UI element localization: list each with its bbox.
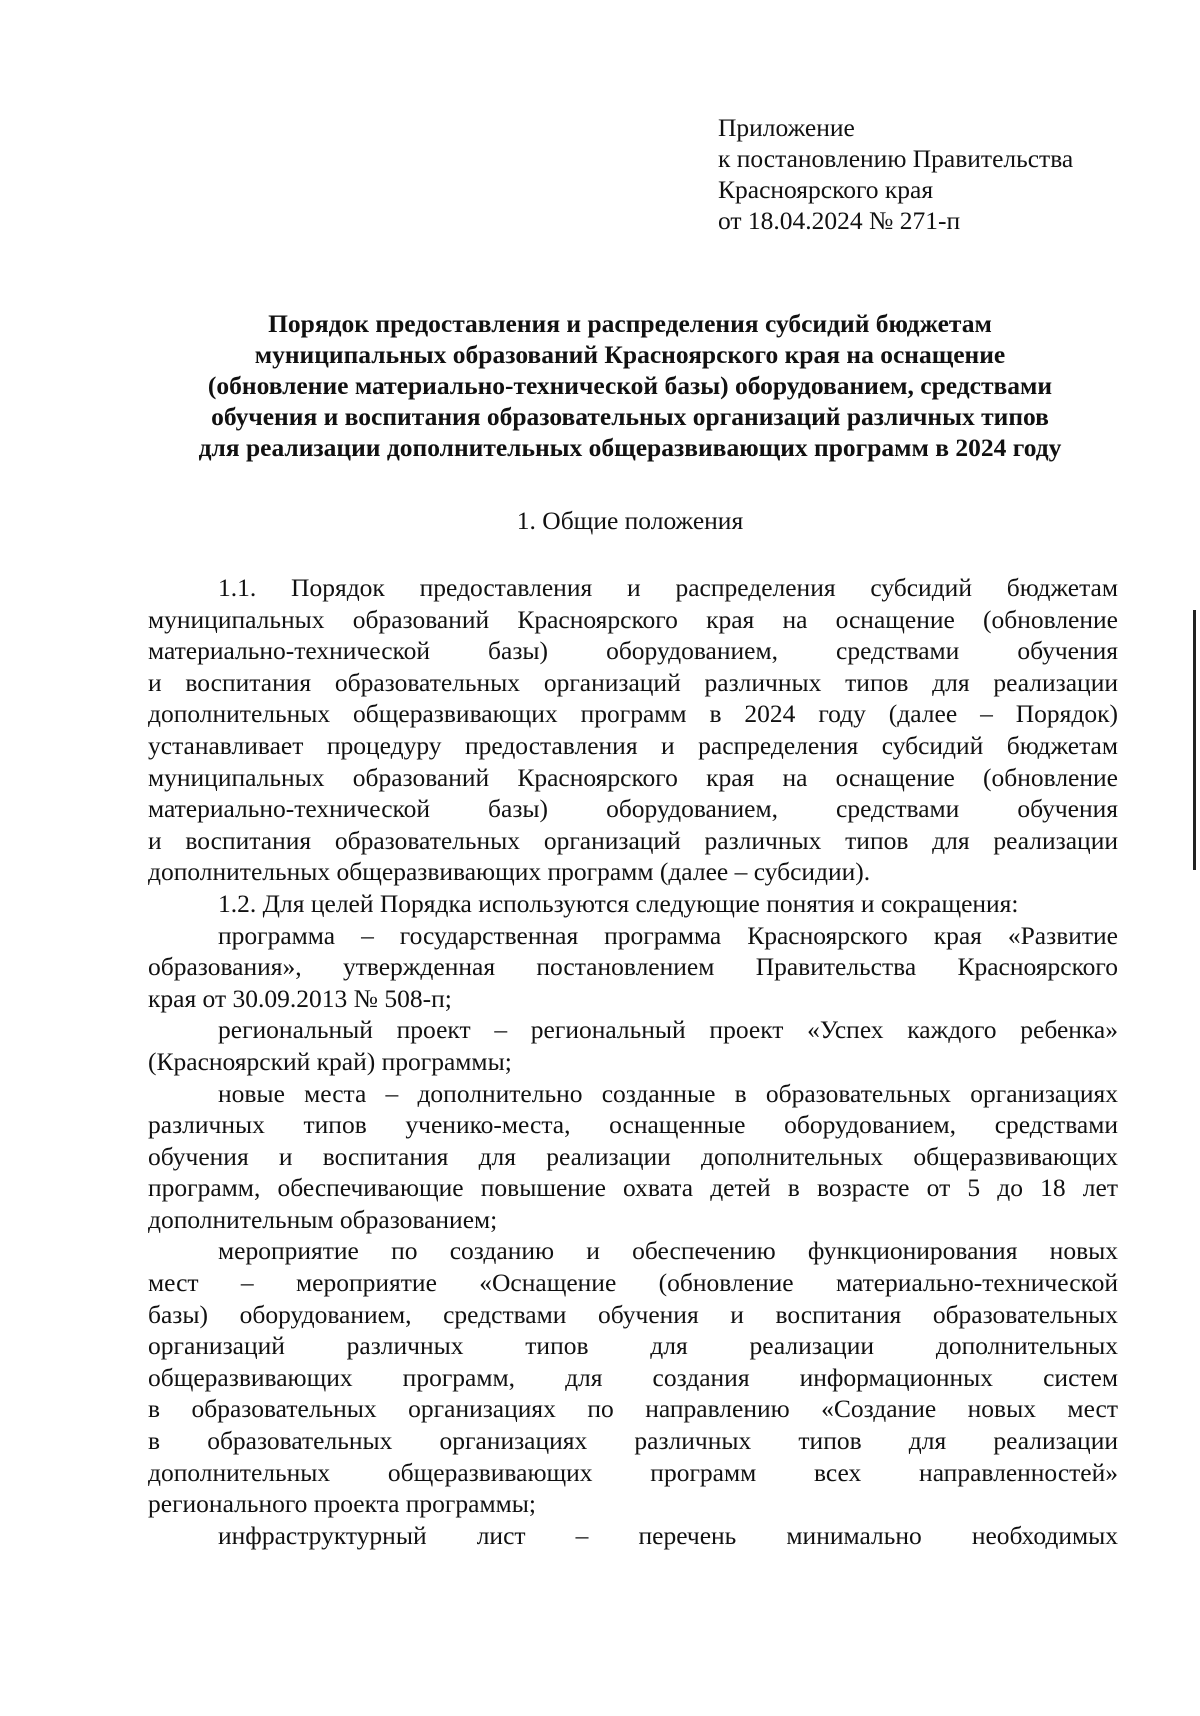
body-text [148,572,1118,1551]
paragraph-line: края от 30.09.2013 № 508-п; [148,983,452,1013]
document-title [140,308,1120,463]
title-line: Порядок предоставления и распределения субсидий бюджетам [268,309,992,338]
paragraph-line: дополнительных общеразвивающих программ всех направленностей» [148,1457,1118,1487]
paragraph-line: программа – государственная программа Красноярского края «Развитие [218,920,1118,950]
title-line: (обновление материально-технической базы) оборудованием, средствами [207,371,1053,400]
appendix-line: от 18.04.2024 № 271-п [718,206,961,235]
paragraph-line: общеразвивающих программ, для создания информационных систем [148,1362,1118,1392]
paragraph-line: устанавливает процедуру предоставления и распределения субсидий бюджетам [148,730,1118,760]
paragraph-line: в образовательных организациях по направлению «Создание новых мест [148,1394,1118,1424]
paragraph-line: дополнительным образованием; [148,1204,498,1234]
paragraph-line: мест – мероприятие «Оснащение (обновление материально-технической [148,1268,1118,1298]
paragraph-line: в образовательных организациях различных типов для реализации [148,1426,1118,1456]
title-line: муниципальных образований Красноярского края на оснащение [254,340,1006,369]
paragraph-line: дополнительных общеразвивающих программ (далее – субсидии). [148,857,871,887]
title-line: обучения и воспитания образовательных организаций различных типов [211,402,1049,431]
appendix-line: Приложение [718,113,855,142]
paragraph-line: регионального проекта программы; [148,1489,536,1519]
paragraph-line: различных типов ученико-места, оснащенные оборудованием, средствами [148,1110,1118,1140]
paragraph-line: муниципальных образований Красноярского края на оснащение (обновление [148,604,1118,634]
paragraph-line: организаций различных типов для реализации дополнительных [148,1331,1118,1361]
appendix-line: Красноярского края [718,175,934,204]
appendix-block [718,112,1073,236]
paragraph-line: базы) оборудованием, средствами обучения и воспитания образовательных [148,1299,1118,1329]
section-heading: 1. Общие положения [516,506,744,535]
paragraph-line: региональный проект – региональный проект «Успех каждого ребенка» [218,1015,1118,1045]
paragraph-line: материально-технической базы) оборудованием, средствами обучения [148,636,1118,666]
paragraph-line: и воспитания образовательных организаций различных типов для реализации [148,825,1118,855]
paragraph-line: 1.1. Порядок предоставления и распределения субсидий бюджетам [218,573,1118,602]
paragraph-line: инфраструктурный лист – перечень минимально необходимых [218,1520,1118,1550]
paragraph-line: 1.2. Для целей Порядка используются следующие понятия и сокращения: [218,888,1019,918]
paragraph-line: и воспитания образовательных организаций различных типов для реализации [148,667,1118,697]
paragraph-line: обучения и воспитания для реализации дополнительных общеразвивающих [148,1141,1118,1171]
paragraph-line: муниципальных образований Красноярского края на оснащение (обновление [148,762,1118,792]
scan-edge-mark [1193,610,1196,870]
paragraph-line: новые места – дополнительно созданные в образовательных организациях [218,1078,1118,1108]
paragraph-line: образования», утвержденная постановлением Правительства Красноярского [148,952,1118,982]
appendix-line: к постановлению Правительства [718,144,1074,173]
paragraph-line: дополнительных общеразвивающих программ в 2024 году (далее – Порядок) [148,699,1118,729]
paragraph-line: программ, обеспечивающие повышение охвата детей в возрасте от 5 до 18 лет [148,1173,1118,1203]
paragraph-line: материально-технической базы) оборудованием, средствами обучения [148,794,1118,824]
title-line: для реализации дополнительных общеразвивающих программ в 2024 году [198,433,1062,462]
paragraph-line: мероприятие по созданию и обеспечению функционирования новых [218,1236,1118,1266]
paragraph-line: (Красноярский край) программы; [148,1046,512,1076]
